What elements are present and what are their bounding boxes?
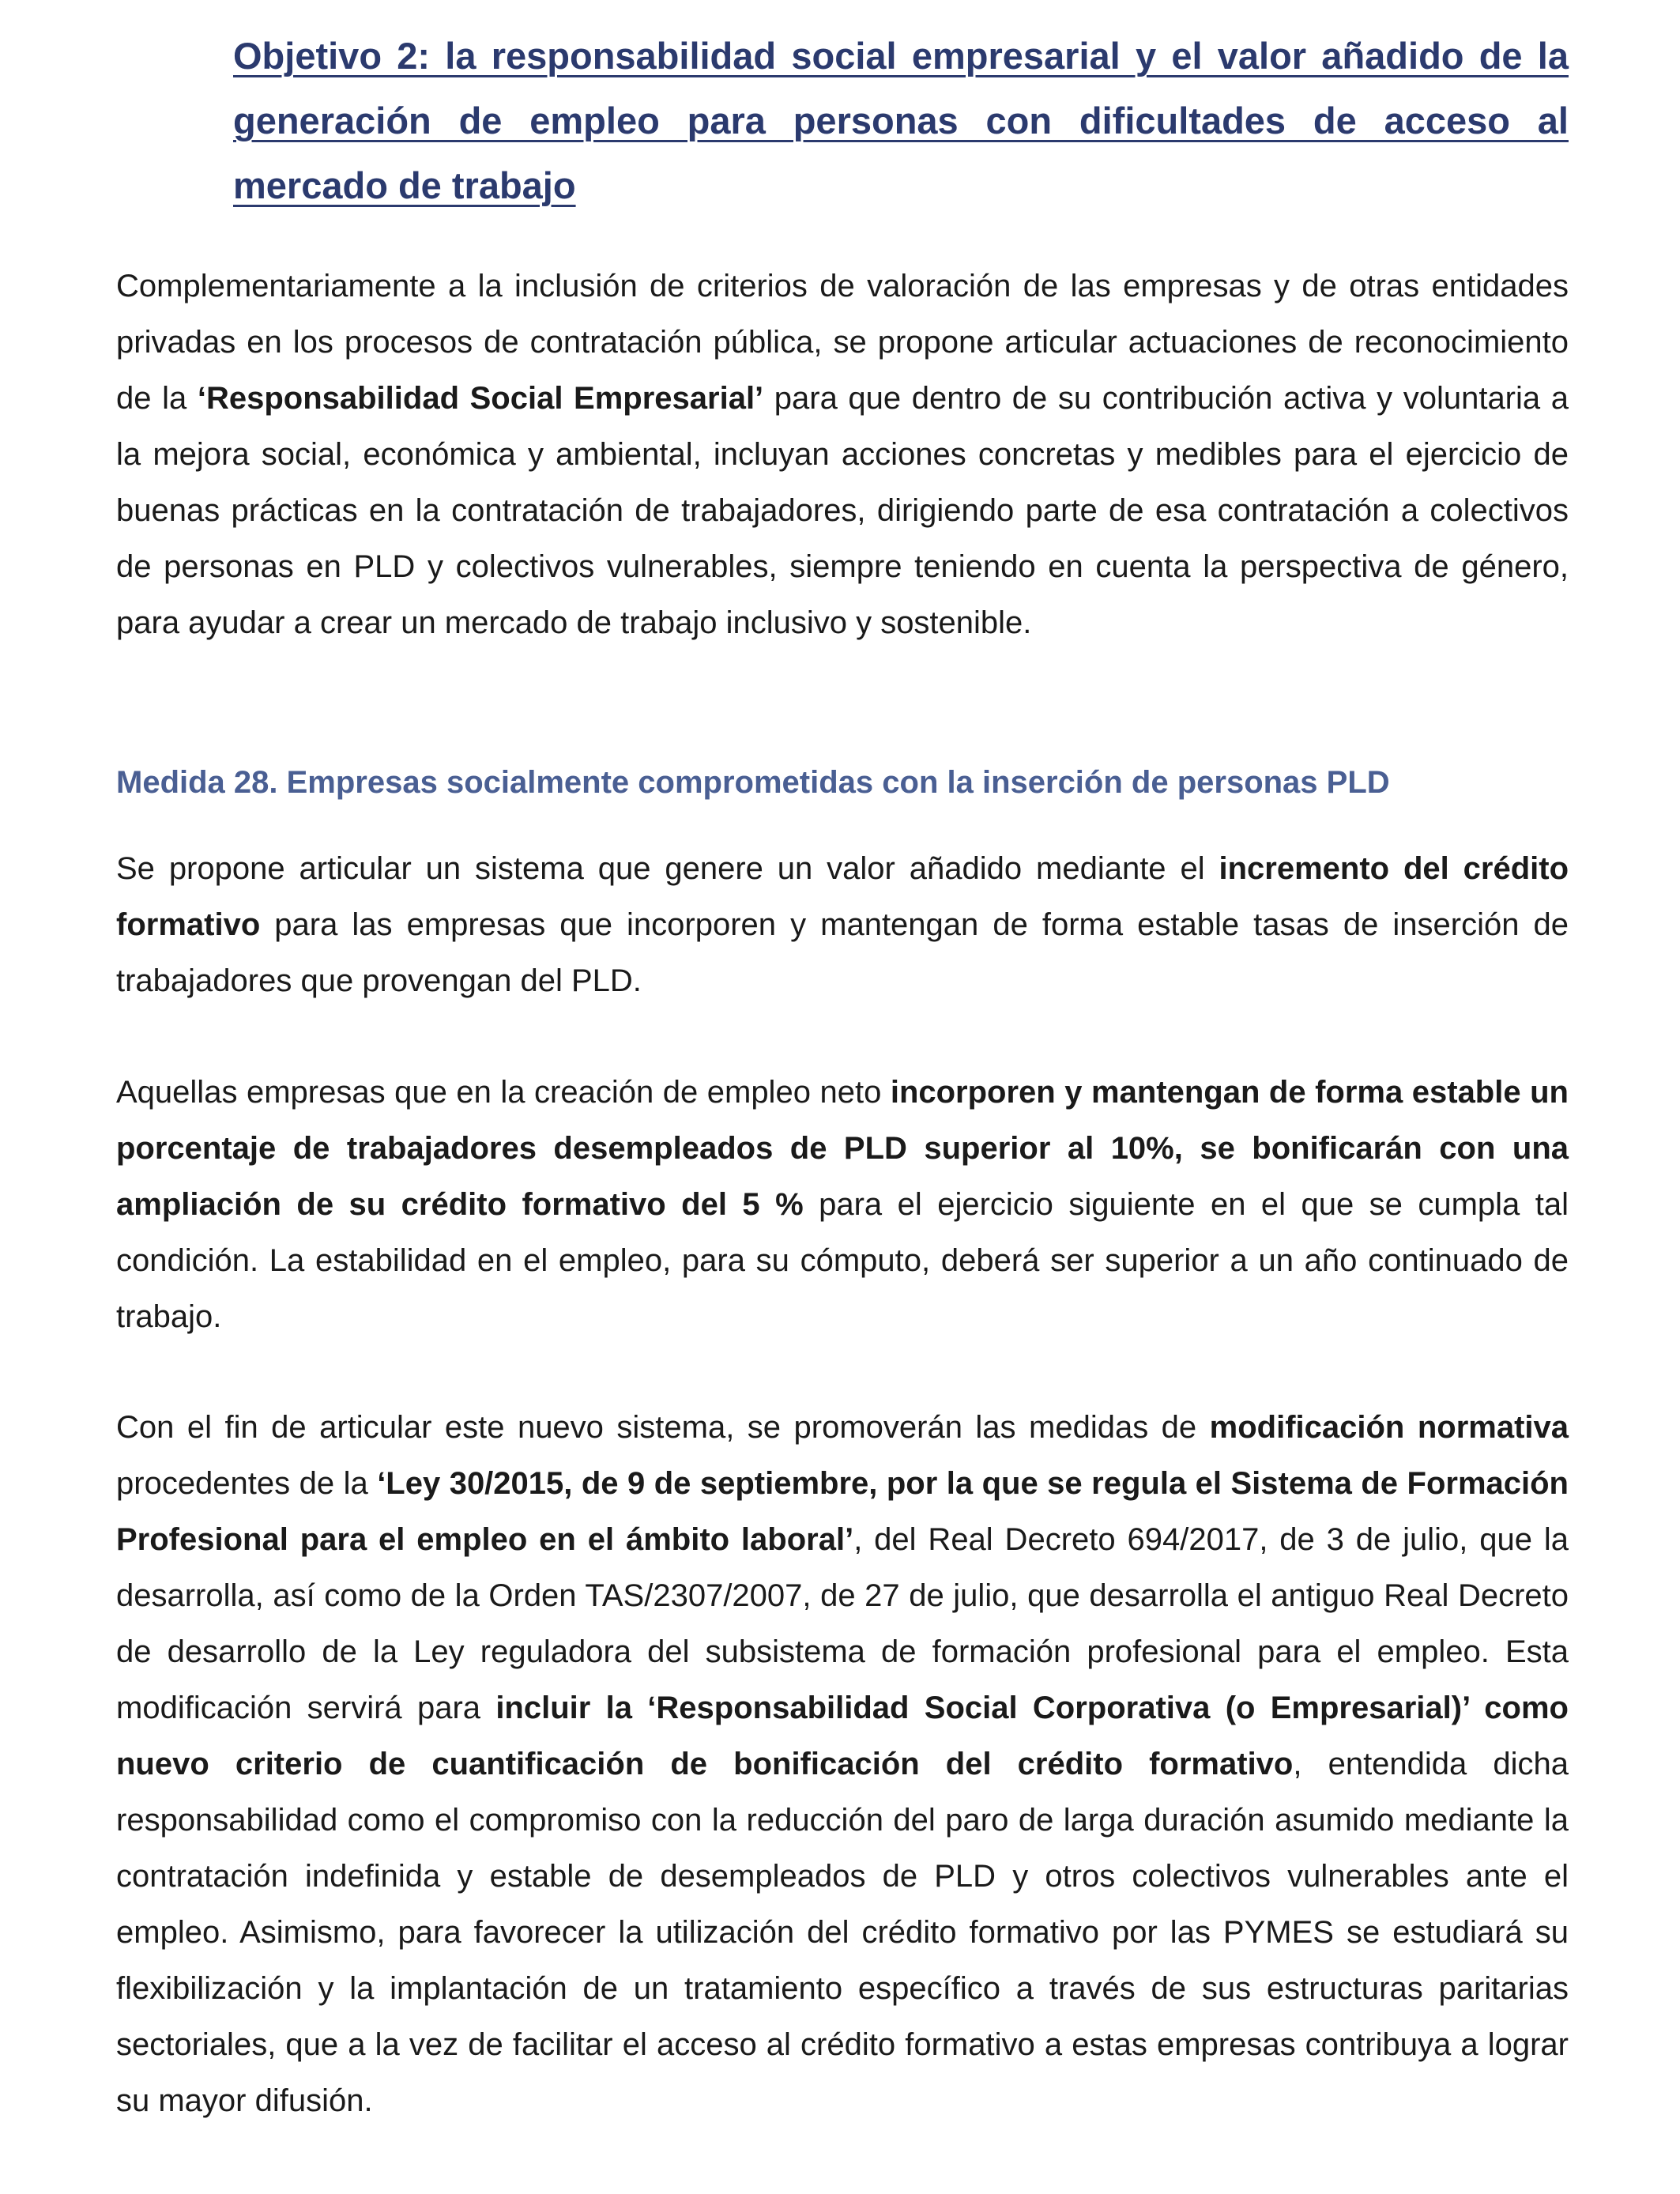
paragraph-text: Complementariamente a la inclusión de criterios de valoración de las empresas y de otras entidades privadas en los procesos de contratación pública, se propone articular actuaciones de reconocimiento de la [116,269,1569,416]
paragraph-text: , entendida dicha responsabilidad como el compromiso con la reducción del paro de larga duración asumido mediante la contratación indefinida y estable de desempleados de PLD y otros colectivos vulnerables ante el empleo. Asimismo, para favorecer la utilización del crédito formativo por las PYMES se estudiará su flexibilización y la implantación de un tratamiento específico a través de sus estructuras paritarias sectoriales, que a la vez de facilitar el acceso al crédito formativo a estas empresas contribuya a lograr su mayor difusión. [116,1747,1569,2118]
objective-heading: Objetivo 2: la responsabilidad social empresarial y el valor añadido de la generación de empleo para personas con dificultades de acceso al mercado de trabajo [233,35,1569,206]
paragraph-text: Aquellas empresas que en la creación de empleo neto [116,1075,891,1110]
paragraph-text: para que dentro de su contribución activa y voluntaria a la mejora social, económica y ambiental, incluyan acciones concretas y medibles para el ejercicio de buenas prácticas en la contratación de trabajadores, dirigiendo parte de esa contratación a colectivos de personas en PLD y colectivos vulnerables, siempre teniendo en cuenta la perspectiva de género, para ayudar a crear un mercado de trabajo inclusivo y sostenible. [116,381,1569,640]
paragraph-rse-intro [116,258,1569,651]
paragraph-credito-formativo [116,841,1569,1009]
medida-heading: Medida 28. Empresas socialmente comprometidas con la inserción de personas PLD [116,765,1390,800]
bold-term: modificación normativa [1209,1410,1569,1445]
bold-law-title: ‘Ley 30/2015, de 9 de septiembre, por la que se regula el Sistema de Formación Profesional para el empleo en el ámbito laboral’ [116,1466,1569,1557]
bold-term: incorporen y mantengan de forma estable un porcentaje de trabajadores desempleados de PLD superior al 10%, se bonificarán con una ampliación de su crédito formativo del 5 % [116,1075,1569,1222]
paragraph-text: para las empresas que incorporen y mantengan de forma estable tasas de inserción de trabajadores que provengan del PLD. [116,907,1569,998]
bold-term: incluir la ‘Responsabilidad Social Corporativa (o Empresarial)’ como nuevo criterio de cuantificación de bonificación del crédito formativo [116,1691,1569,1781]
bold-term: ‘Responsabilidad Social Empresarial’ [197,381,764,416]
bold-term: incremento del crédito formativo [116,851,1569,942]
paragraph-text: procedentes de la [116,1466,378,1501]
paragraph-bonificacion [116,1065,1569,1345]
paragraph-text: , del Real Decreto 694/2017, de 3 de julio, que la desarrolla, así como de la Orden TAS/2307/2007, de 27 de julio, que desarrolla el antiguo Real Decreto de desarrollo de la Ley reguladora del subsistema de formación profesional para el empleo. Esta modificación servirá para [116,1522,1569,1725]
paragraph-text: Con el fin de articular este nuevo sistema, se promoverán las medidas de [116,1410,1210,1445]
paragraph-text: para el ejercicio siguiente en el que se cumpla tal condición. La estabilidad en el empleo, para su cómputo, deberá ser superior a un año continuado de trabajo. [116,1187,1569,1334]
paragraph-text: Se propone articular un sistema que genere un valor añadido mediante el [116,851,1219,886]
paragraph-modificacion-normativa [116,1400,1569,2129]
